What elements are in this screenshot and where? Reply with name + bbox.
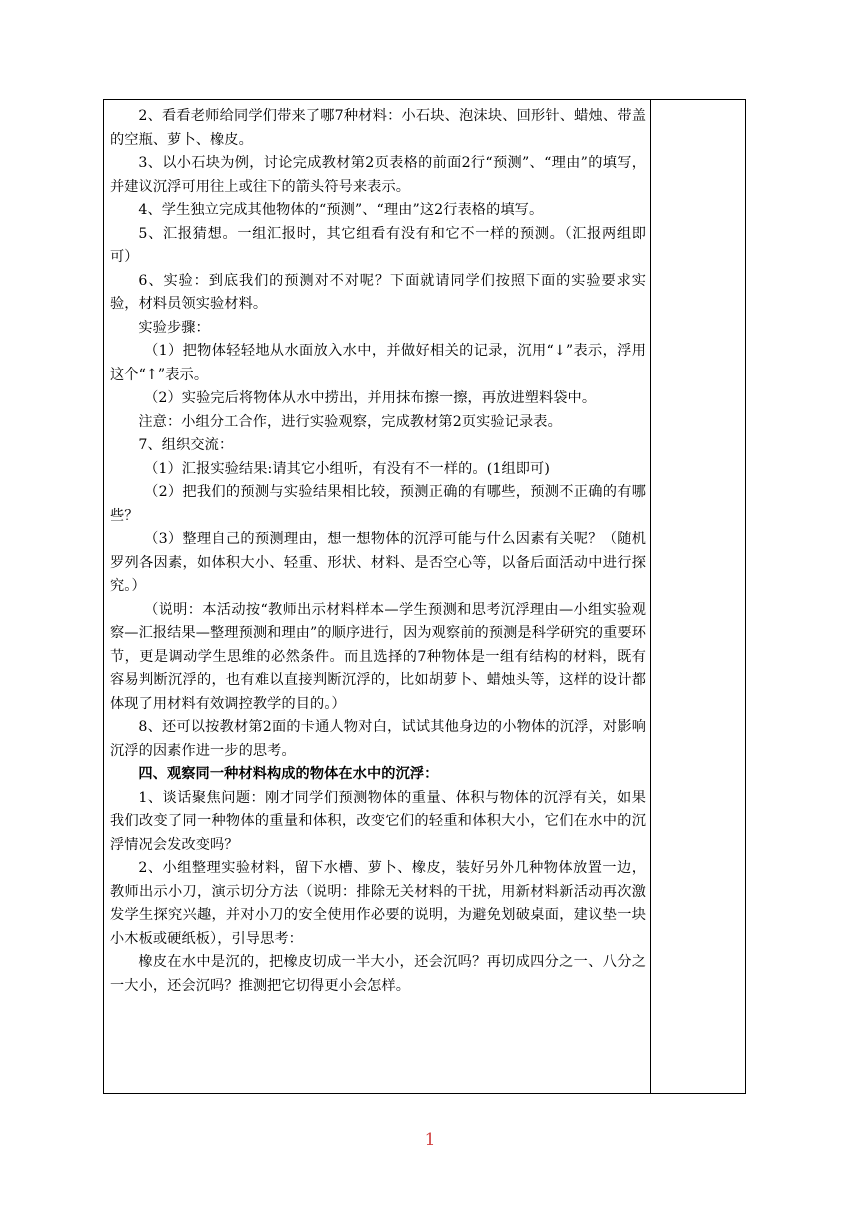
paragraph: 1、谈话聚焦问题：刚才同学们预测物体的重量、体积与物体的沉浮有关，如果我们改变了同一种物体的重量和体积，改变它们的轻重和体积大小，它们在水中的沉浮情况会发改变吗？	[110, 789, 646, 853]
paragraph: 5、汇报猜想。一组汇报时，其它组看有没有和它不一样的预测。（汇报两组即可）	[110, 225, 646, 265]
paragraph: （3）整理自己的预测理由，想一想物体的沉浮可能与什么因素有关呢？（随机罗列各因素，如体积大小、轻重、形状、材料、是否空心等，以备后面活动中进行探究。）	[110, 531, 646, 594]
paragraph: 4、学生独立完成其他物体的“预测”、“理由”这2行表格的填写。	[138, 202, 544, 218]
paragraph: 橡皮在水中是沉的，把橡皮切成一半大小，还会沉吗？再切成四分之一、八分之一大小，还会沉吗？推测把它切得更小会怎样。	[110, 954, 646, 994]
paragraph: （说明：本活动按“教师出示材料样本—学生预测和思考沉浮理由—小组实验观察—汇报结果—整理预测和理由”的顺序进行，因为观察前的预测是科学研究的重要环节，更是调动学生思维的必然条件。而且选择的7种物体是一组有结构的材料，既有容易判断沉浮的，也有难以直接判断沉浮的，比如胡萝卜、蜡烛头等，这样的设计都体现了用材料有效调控教学的目的。）	[110, 601, 646, 712]
section-heading: 四、观察同一种材料构成的物体在水中的沉浮：	[138, 766, 439, 782]
paragraph: 6、实验：到底我们的预测对不对呢？下面就请同学们按照下面的实验要求实验，材料员领实验材料。	[110, 272, 646, 312]
paragraph: （2）实验完后将物体从水中捞出，并用抹布擦一擦，再放进塑料袋中。	[144, 390, 597, 406]
paragraph: （1）汇报实验结果:请其它小组听，有没有不一样的。(1组即可)	[144, 460, 550, 477]
page-number: 1	[424, 1130, 436, 1150]
paragraph: 实验步骤：	[138, 319, 210, 336]
paragraph: 2、看看老师给同学们带来了哪7种材料：小石块、泡沫块、回形针、蜡烛、带盖的空瓶、萝卜、橡皮。	[110, 108, 646, 148]
content-cell	[104, 100, 651, 1093]
paragraph: 注意：小组分工合作，进行实验观察，完成教材第2页实验记录表。	[138, 413, 562, 430]
notes-cell	[652, 100, 745, 1093]
paragraph: （1）把物体轻轻地从水面放入水中，并做好相关的记录，沉用“↓”表示，浮用这个“↑”表示。	[110, 343, 646, 383]
paragraph: 2、小组整理实验材料，留下水槽、萝卜、橡皮，装好另外几种物体放置一边，教师出示小刀，演示切分方法（说明：排除无关材料的干扰，用新材料新活动再次激发学生探究兴趣，并对小刀的安全使用作必要的说明，为避免划破桌面，建议垫一块小木板或硬纸板），引导思考：	[110, 860, 646, 947]
lesson-table	[103, 99, 746, 1094]
paragraph: 7、组织交流：	[138, 437, 234, 453]
paragraph: 8、还可以按教材第2面的卡通人物对白，试试其他身边的小物体的沉浮，对影响沉浮的因素作进一步的思考。	[110, 719, 646, 759]
paragraph: 3、以小石块为例，讨论完成教材第2页表格的前面2行“预测”、“理由”的填写，并建议沉浮可用往上或往下的箭头符号来表示。	[110, 155, 646, 195]
paragraph: （2）把我们的预测与实验结果相比较，预测正确的有哪些，预测不正确的有哪些？	[110, 484, 646, 524]
